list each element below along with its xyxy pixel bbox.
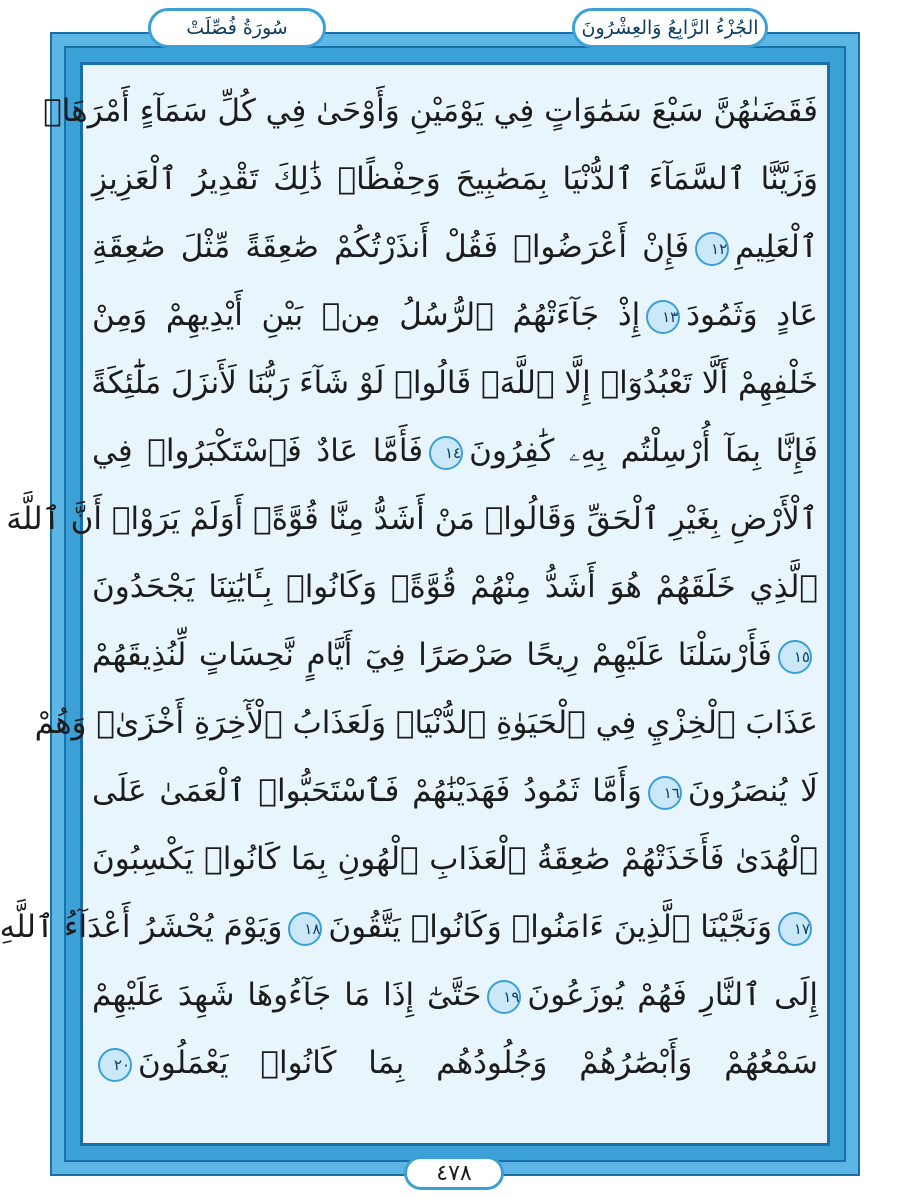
verse-line-12: ٱلْهُدَىٰ فَأَخَذَتْهُمْ صَٰعِقَةُ ٱلْعَذَابِ ٱلْهُونِ بِمَا كَانُوا۟ يَكْسِبُونَ bbox=[92, 841, 818, 877]
verse-line-1: فَقَضَىٰهُنَّ سَبْعَ سَمَٰوَاتٍ فِي يَوْمَيْنِ وَأَوْحَىٰ فِي كُلِّ سَمَآءٍ أَمْرَهَاۚ bbox=[43, 93, 818, 129]
ayah-number-19: ١٩ bbox=[487, 980, 521, 1014]
verse-line-5: خَلْفِهِمْ أَلَّا تَعْبُدُوٓا۟ إِلَّا ٱللَّهَۖ قَالُوا۟ لَوْ شَآءَ رَبُّنَا لَأَنزَلَ مَلَٰٓئِكَةً bbox=[91, 365, 818, 401]
ayah-number-15: ١٥ bbox=[778, 640, 812, 674]
ayah-number-16: ١٦ bbox=[648, 776, 682, 810]
verse-line-4: عَادٍ وَثَمُودَ١٣إِذْ جَآءَتْهُمُ ٱلرُّسُلُ مِنۢ بَيْنِ أَيْدِيهِمْ وَمِنْ bbox=[92, 297, 818, 333]
surah-name: سُورَةُ فُصِّلَتْ bbox=[186, 17, 288, 39]
ayah-number-13: ١٣ bbox=[646, 300, 680, 334]
ayah-number-20: ٢٠ bbox=[98, 1048, 132, 1082]
verse-line-10: عَذَابَ ٱلْخِزْيِ فِي ٱلْحَيَوٰةِ ٱلدُّنْيَاۖ وَلَعَذَابُ ٱلْأٓخِرَةِ أَخْزَىٰۖ وَهُمْ bbox=[34, 705, 818, 741]
verse-line-13: ١٧وَنَجَّيْنَا ٱلَّذِينَ ءَامَنُوا۟ وَكَانُوا۟ يَتَّقُونَ١٨وَيَوْمَ يُحْشَرُ أَعْدَآءُ ٱللَّهِ bbox=[0, 909, 810, 945]
verse-line-7: ٱلْأَرْضِ بِغَيْرِ ٱلْحَقِّ وَقَالُوا۟ مَنْ أَشَدُّ مِنَّا قُوَّةًۖ أَوَلَمْ يَرَوْا۟ أَنَّ ٱللَّهَ bbox=[6, 501, 818, 537]
ayah-number-18: ١٨ bbox=[288, 912, 322, 946]
quran-text-area bbox=[0, 82, 819, 1132]
verse-line-11: لَا يُنصَرُونَ١٦وَأَمَّا ثَمُودُ فَهَدَيْنَٰهُمْ فَٱسْتَحَبُّوا۟ ٱلْعَمَىٰ عَلَى bbox=[92, 773, 818, 809]
juz-name-cartouche bbox=[572, 8, 768, 48]
surah-name-cartouche bbox=[148, 8, 326, 48]
verse-line-3: ٱلْعَلِيمِ١٢فَإِنْ أَعْرَضُوا۟ فَقُلْ أَنذَرْتُكُمْ صَٰعِقَةً مِّثْلَ صَٰعِقَةِ bbox=[92, 229, 818, 265]
ayah-number-17: ١٧ bbox=[778, 912, 812, 946]
ayah-number-14: ١٤ bbox=[429, 436, 463, 470]
verse-line-6: فَإِنَّا بِمَآ أُرْسِلْتُم بِهِۦ كَٰفِرُونَ١٤فَأَمَّا عَادٌ فَٱسْتَكْبَرُوا۟ فِي bbox=[92, 433, 819, 469]
verse-line-8: ٱلَّذِي خَلَقَهُمْ هُوَ أَشَدُّ مِنْهُمْ قُوَّةًۖ وَكَانُوا۟ بِـَٔايَٰتِنَا يَجْحَدُونَ bbox=[92, 569, 818, 605]
page-number: ٤٧٨ bbox=[404, 1156, 504, 1190]
verse-line-9: ١٥فَأَرْسَلْنَا عَلَيْهِمْ رِيحًا صَرْصَرًا فِيٓ أَيَّامٍ نَّحِسَاتٍ لِّنُذِيقَهُمْ bbox=[92, 637, 810, 673]
ayah-number-12: ١٢ bbox=[695, 232, 729, 266]
verse-line-2: وَزَيَّنَّا ٱلسَّمَآءَ ٱلدُّنْيَا بِمَصَٰبِيحَ وَحِفْظًاۚ ذَٰلِكَ تَقْدِيرُ ٱلْعَزِيزِ bbox=[92, 161, 818, 197]
juz-name: الجُزْءُ الرَّابِعُ وَالعِشْرُونَ bbox=[581, 17, 759, 39]
verse-line-15: سَمْعُهُمْ وَأَبْصَٰرُهُمْ وَجُلُودُهُم بِمَا كَانُوا۟ يَعْمَلُونَ٢٠ bbox=[92, 1034, 818, 1092]
verse-line-14: إِلَى ٱلنَّارِ فَهُمْ يُوزَعُونَ١٩حَتَّىٰٓ إِذَا مَا جَآءُوهَا شَهِدَ عَلَيْهِمْ bbox=[92, 977, 819, 1013]
